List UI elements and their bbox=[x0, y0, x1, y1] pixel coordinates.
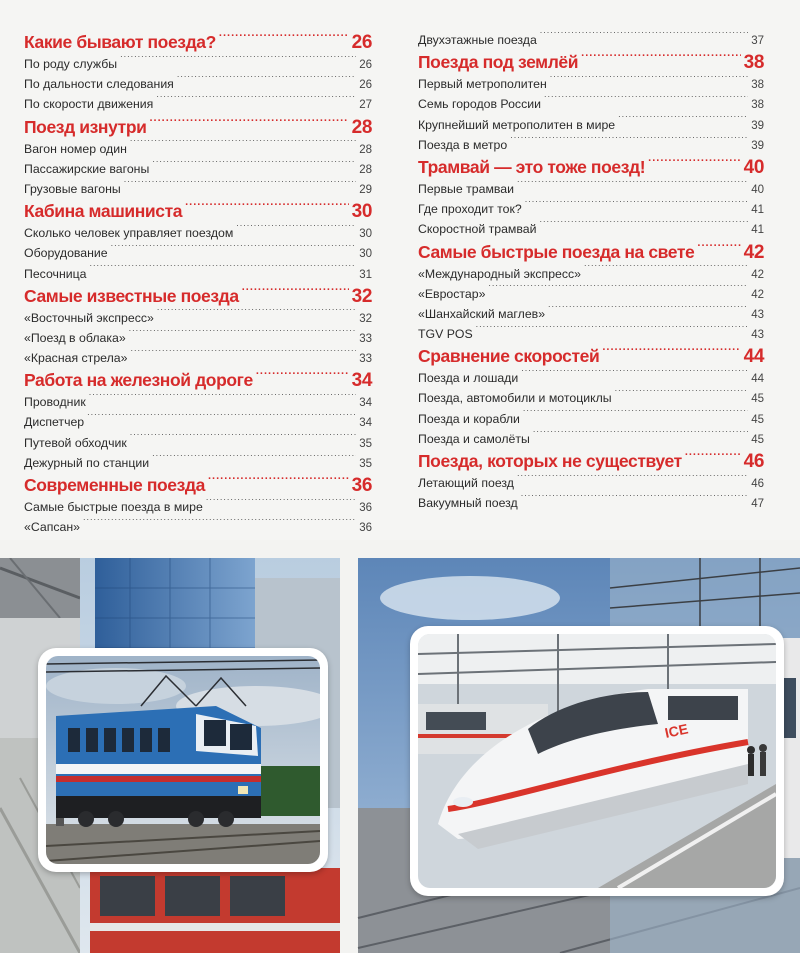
toc-entry-title: Самые быстрые поезда на свете bbox=[418, 241, 695, 262]
toc-entry-title: Вагон номер один bbox=[24, 141, 127, 156]
toc-entry-title: Какие бывают поезда? bbox=[24, 32, 216, 52]
toc-subsection-entry[interactable] bbox=[24, 74, 372, 94]
toc-entry-page: 44 bbox=[743, 346, 764, 368]
toc-entry-page: 28 bbox=[359, 143, 372, 156]
toc-dot-leader bbox=[185, 200, 349, 218]
toc-entry-page: 28 bbox=[351, 116, 372, 138]
toc-section-entry[interactable] bbox=[24, 473, 372, 497]
toc-entry-page: 26 bbox=[351, 32, 372, 53]
toc-section-entry[interactable] bbox=[24, 284, 372, 308]
toc-dot-leader bbox=[618, 116, 748, 128]
toc-entry-title: «Красная стрела» bbox=[24, 351, 128, 366]
toc-entry-title: Поезда и лошади bbox=[418, 371, 519, 386]
toc-section-entry[interactable] bbox=[418, 155, 764, 179]
toc-subsection-entry[interactable] bbox=[418, 388, 764, 408]
toc-subsection-entry[interactable] bbox=[24, 328, 372, 348]
toc-entry-title: Где проходит ток? bbox=[418, 202, 522, 217]
toc-entry-title: По роду службы bbox=[24, 57, 118, 71]
toc-entry-page: 36 bbox=[351, 475, 372, 496]
ice-train-photo-frame bbox=[410, 626, 784, 896]
toc-entry-page: 34 bbox=[359, 417, 372, 430]
toc-subsection-entry[interactable] bbox=[24, 497, 372, 517]
toc-entry-title: Современные поезда bbox=[24, 475, 205, 495]
toc-entry-page: 44 bbox=[751, 373, 764, 386]
toc-subsection-entry[interactable] bbox=[24, 179, 372, 199]
toc-subsection-entry[interactable] bbox=[418, 324, 764, 344]
toc-entry-page: 42 bbox=[751, 288, 764, 301]
photo-collage bbox=[0, 558, 800, 953]
locomotive-photo-frame bbox=[38, 648, 328, 872]
toc-entry-title: Поезда под землёй bbox=[418, 52, 579, 73]
toc-dot-leader bbox=[152, 160, 356, 172]
ice-high-speed-train-image bbox=[418, 634, 776, 888]
toc-dot-leader bbox=[219, 31, 349, 49]
toc-entry-title: Грузовые вагоны bbox=[24, 181, 121, 196]
toc-dot-leader bbox=[517, 475, 748, 487]
toc-dot-leader bbox=[89, 394, 357, 406]
toc-subsection-entry[interactable] bbox=[418, 264, 764, 284]
toc-entry-title: Поезда, которых не существует bbox=[418, 451, 682, 471]
toc-entry-title: Летающий поезд bbox=[418, 476, 514, 490]
toc-entry-page: 32 bbox=[359, 312, 372, 325]
toc-entry-title: Поезда, автомобили и мотоциклы bbox=[418, 391, 612, 406]
toc-entry-title: Самые известные поезда bbox=[24, 285, 239, 306]
toc-dot-leader bbox=[521, 370, 748, 382]
toc-entry-page: 43 bbox=[751, 329, 764, 342]
locomotive-photo bbox=[46, 656, 320, 864]
toc-dot-leader bbox=[89, 265, 356, 277]
toc-entry-page: 32 bbox=[351, 285, 372, 307]
toc-subsection-entry[interactable] bbox=[24, 433, 372, 453]
toc-entry-page: 41 bbox=[751, 224, 764, 237]
toc-entry-page: 46 bbox=[751, 478, 764, 490]
toc-dot-leader bbox=[648, 155, 741, 173]
toc-subsection-entry[interactable] bbox=[418, 429, 764, 449]
toc-entry-page: 30 bbox=[359, 248, 372, 261]
toc-right-column bbox=[418, 30, 764, 513]
toc-section-entry[interactable] bbox=[418, 449, 764, 473]
toc-subsection-entry[interactable] bbox=[24, 453, 372, 473]
toc-entry-page: 34 bbox=[351, 370, 372, 392]
toc-subsection-entry[interactable] bbox=[418, 74, 764, 94]
toc-subsection-entry[interactable] bbox=[24, 159, 372, 179]
toc-subsection-entry[interactable] bbox=[418, 94, 764, 114]
toc-entry-page: 36 bbox=[359, 502, 372, 514]
toc-entry-title: Дежурный по станции bbox=[24, 455, 150, 470]
toc-dot-leader bbox=[521, 495, 749, 507]
toc-dot-leader bbox=[157, 309, 356, 321]
toc-section-entry[interactable] bbox=[418, 240, 764, 264]
toc-subsection-entry[interactable] bbox=[418, 135, 764, 155]
toc-entry-page: 33 bbox=[359, 332, 372, 345]
toc-subsection-entry[interactable] bbox=[418, 284, 764, 304]
toc-section-entry[interactable] bbox=[24, 199, 372, 223]
toc-subsection-entry[interactable] bbox=[24, 243, 372, 263]
toc-dot-leader bbox=[156, 96, 356, 108]
toc-entry-page: 26 bbox=[359, 79, 372, 92]
toc-section-entry[interactable] bbox=[24, 368, 372, 392]
toc-entry-title: «Поезд в облака» bbox=[24, 330, 126, 345]
toc-entry-page: 42 bbox=[751, 268, 764, 281]
toc-section-entry[interactable] bbox=[418, 344, 764, 368]
toc-subsection-entry[interactable] bbox=[24, 392, 372, 412]
toc-subsection-entry[interactable] bbox=[24, 517, 372, 537]
toc-subsection-entry[interactable] bbox=[418, 368, 764, 388]
toc-entry-title: Проводник bbox=[24, 395, 86, 410]
toc-dot-leader bbox=[548, 306, 748, 318]
toc-entry-page: 45 bbox=[751, 433, 764, 446]
toc-entry-title: По скорости движения bbox=[24, 97, 154, 112]
toc-entry-page: 31 bbox=[359, 268, 372, 281]
toc-entry-page: 41 bbox=[751, 204, 764, 217]
toc-entry-title: Поезда в метро bbox=[418, 137, 508, 152]
toc-subsection-entry[interactable] bbox=[24, 94, 372, 114]
toc-subsection-entry[interactable] bbox=[24, 412, 372, 432]
toc-entry-title: Поезд изнутри bbox=[24, 116, 147, 137]
toc-dot-leader bbox=[550, 76, 748, 88]
toc-entry-title: Вакуумный поезд bbox=[418, 496, 518, 511]
toc-entry-title: Песочница bbox=[24, 266, 87, 281]
ice-logo: ICE bbox=[663, 720, 690, 741]
toc-subsection-entry[interactable] bbox=[418, 179, 764, 199]
toc-dot-leader bbox=[685, 450, 741, 468]
toc-entry-page: 34 bbox=[359, 397, 372, 410]
toc-dot-leader bbox=[130, 140, 356, 152]
toc-entry-title: Первый метрополитен bbox=[418, 77, 547, 92]
toc-entry-page: 30 bbox=[359, 228, 372, 241]
toc-entry-page: 30 bbox=[351, 201, 372, 223]
toc-dot-leader bbox=[488, 285, 748, 297]
toc-entry-title: Сколько человек управляет поездом bbox=[24, 226, 234, 241]
toc-dot-leader bbox=[208, 474, 349, 492]
toc-entry-page: 42 bbox=[743, 241, 764, 263]
toc-subsection-entry[interactable] bbox=[418, 304, 764, 324]
toc-entry-title: Семь городов России bbox=[418, 97, 541, 112]
toc-dot-leader bbox=[152, 455, 356, 467]
toc-dot-leader bbox=[523, 410, 748, 422]
toc-entry-title: TGV POS bbox=[418, 327, 473, 342]
toc-subsection-entry[interactable] bbox=[24, 308, 372, 328]
toc-entry-page: 33 bbox=[359, 353, 372, 366]
toc-entry-title: Работа на железной дороге bbox=[24, 370, 253, 391]
toc-entry-page: 39 bbox=[751, 139, 764, 152]
toc-dot-leader bbox=[236, 225, 356, 237]
toc-subsection-entry[interactable] bbox=[418, 199, 764, 219]
toc-subsection-entry[interactable] bbox=[418, 219, 764, 239]
toc-entry-title: Пассажирские вагоны bbox=[24, 161, 150, 176]
toc-entry-page: 40 bbox=[743, 156, 764, 178]
toc-dot-leader bbox=[476, 326, 749, 338]
toc-entry-title: Двухэтажные поезда bbox=[418, 33, 537, 47]
toc-entry-title: Трамвай — это тоже поезд! bbox=[418, 156, 646, 177]
toc-entry-page: 40 bbox=[751, 183, 764, 196]
toc-entry-title: Поезда и корабли bbox=[418, 411, 520, 426]
toc-entry-page: 36 bbox=[359, 522, 372, 535]
toc-subsection-entry[interactable] bbox=[24, 54, 372, 74]
toc-dot-leader bbox=[83, 519, 356, 531]
electric-locomotive-image bbox=[46, 656, 320, 864]
toc-entry-title: «Восточный экспресс» bbox=[24, 310, 154, 325]
toc-dot-leader bbox=[517, 181, 748, 193]
toc-dot-leader bbox=[581, 51, 741, 69]
toc-dot-leader bbox=[87, 414, 356, 426]
toc-dot-leader bbox=[129, 330, 357, 342]
toc-entry-title: «Международный экспресс» bbox=[418, 266, 582, 281]
toc-entry-title: Первые трамваи bbox=[418, 181, 515, 196]
toc-entry-page: 45 bbox=[751, 413, 764, 426]
toc-dot-leader bbox=[130, 350, 356, 362]
toc-entry-page: 46 bbox=[743, 451, 764, 472]
toc-entry-page: 26 bbox=[359, 59, 372, 71]
ice-train-photo bbox=[418, 634, 776, 888]
toc-entry-title: «Евростар» bbox=[418, 286, 486, 301]
toc-dot-leader bbox=[111, 245, 357, 257]
toc-entry-title: Оборудование bbox=[24, 246, 108, 261]
toc-entry-page: 39 bbox=[751, 119, 764, 132]
toc-left-column bbox=[24, 30, 372, 537]
toc-entry-title: Диспетчер bbox=[24, 415, 85, 430]
toc-dot-leader bbox=[544, 96, 748, 108]
toc-entry-title: «Шанхайский маглев» bbox=[418, 306, 546, 321]
toc-dot-leader bbox=[242, 284, 349, 302]
toc-entry-title: Крупнейший метрополитен в мире bbox=[418, 117, 616, 132]
toc-entry-title: «Сапсан» bbox=[24, 520, 80, 535]
toc-subsection-entry[interactable] bbox=[418, 493, 764, 513]
toc-subsection-entry[interactable] bbox=[24, 264, 372, 284]
toc-entry-page: 47 bbox=[751, 498, 764, 511]
toc-subsection-entry[interactable] bbox=[418, 409, 764, 429]
toc-dot-leader bbox=[149, 115, 348, 133]
toc-subsection-entry[interactable] bbox=[418, 473, 764, 493]
toc-entry-page: 45 bbox=[751, 393, 764, 406]
toc-entry-page: 43 bbox=[751, 308, 764, 321]
toc-section-entry[interactable] bbox=[418, 50, 764, 74]
toc-dot-leader bbox=[130, 434, 356, 446]
toc-dot-leader bbox=[533, 431, 748, 443]
toc-subsection-entry[interactable] bbox=[24, 348, 372, 368]
toc-entry-page: 38 bbox=[743, 52, 764, 74]
toc-entry-page: 38 bbox=[751, 79, 764, 92]
toc-entry-title: Самые быстрые поезда в мире bbox=[24, 500, 203, 514]
toc-entry-page: 35 bbox=[359, 457, 372, 470]
toc-subsection-entry[interactable] bbox=[24, 223, 372, 243]
toc-dot-leader bbox=[539, 221, 748, 233]
toc-entry-page: 29 bbox=[359, 183, 372, 196]
toc-dot-leader bbox=[697, 240, 740, 258]
toc-entry-title: Скоростной трамвай bbox=[418, 222, 537, 237]
toc-entry-title: По дальности следования bbox=[24, 77, 174, 92]
toc-dot-leader bbox=[525, 201, 749, 213]
toc-entry-page: 37 bbox=[751, 35, 764, 47]
toc-dot-leader bbox=[510, 136, 748, 148]
toc-dot-leader bbox=[120, 56, 356, 68]
toc-dot-leader bbox=[177, 76, 356, 88]
toc-section-entry[interactable] bbox=[24, 115, 372, 139]
toc-dot-leader bbox=[540, 32, 748, 44]
toc-dot-leader bbox=[584, 265, 748, 277]
toc-subsection-entry[interactable] bbox=[418, 30, 764, 50]
toc-section-entry[interactable] bbox=[24, 30, 372, 54]
toc-entry-title: Сравнение скоростей bbox=[418, 346, 600, 367]
toc-entry-page: 28 bbox=[359, 163, 372, 176]
toc-entry-page: 35 bbox=[359, 437, 372, 450]
toc-dot-leader bbox=[602, 345, 740, 363]
toc-dot-leader bbox=[615, 390, 749, 402]
toc-dot-leader bbox=[206, 499, 356, 511]
toc-entry-title: Путевой обходчик bbox=[24, 435, 127, 450]
toc-entry-title: Поезда и самолёты bbox=[418, 431, 530, 446]
toc-dot-leader bbox=[256, 369, 349, 387]
toc-subsection-entry[interactable] bbox=[418, 115, 764, 135]
toc-subsection-entry[interactable] bbox=[24, 139, 372, 159]
toc-entry-title: Кабина машиниста bbox=[24, 201, 183, 222]
toc-dot-leader bbox=[124, 181, 357, 193]
toc-entry-page: 38 bbox=[751, 99, 764, 112]
toc-entry-page: 27 bbox=[359, 99, 372, 112]
